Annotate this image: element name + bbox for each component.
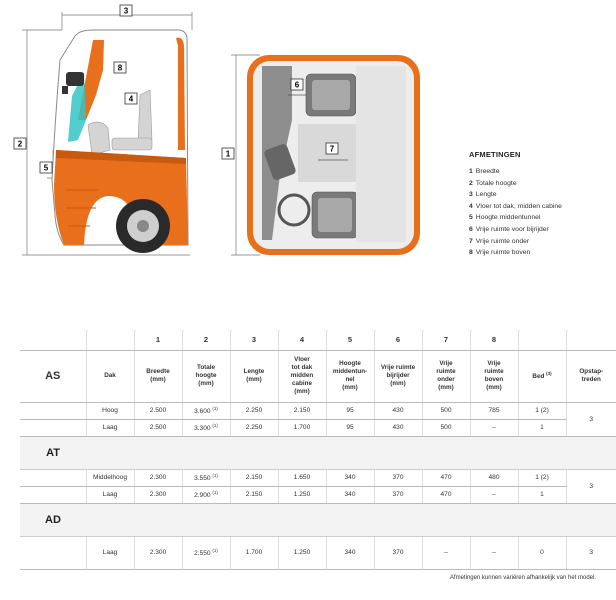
cell-tunnel-text: 340	[344, 491, 356, 498]
header-tunnel-text: Hoogte middentun- nel (mm)	[332, 360, 368, 391]
header-passenger	[374, 350, 422, 402]
footnote-marker: (1)	[212, 547, 218, 553]
legend-item-number: 6	[469, 225, 473, 233]
cell-under-text: 470	[440, 491, 452, 498]
legend-item-number: 5	[469, 214, 473, 222]
cell-height	[182, 402, 230, 419]
cell-floor	[278, 419, 326, 436]
header-steps	[566, 350, 616, 402]
cell-bed-text: 1 (2)	[535, 407, 549, 414]
header-passenger-text: Vrije ruimte bijrijder (mm)	[380, 364, 416, 387]
blank-cell	[20, 330, 86, 350]
cell-height-text: 3.550	[194, 475, 211, 483]
cell-passenger-text: 370	[392, 474, 404, 481]
column-number	[374, 330, 422, 350]
cell-under-text: –	[444, 549, 448, 556]
header-row	[20, 350, 616, 402]
cell-tunnel	[326, 402, 374, 419]
header-length-text: Lengte (mm)	[243, 368, 265, 383]
cell-above-text: –	[492, 491, 496, 498]
cell-under	[422, 536, 470, 569]
column-number	[278, 330, 326, 350]
cell-floor	[278, 486, 326, 503]
cell-floor-text: 2.150	[293, 407, 311, 414]
footnote-marker: (3)	[546, 371, 552, 377]
cell-tunnel	[326, 536, 374, 569]
cell-length-text: 2.150	[245, 474, 263, 481]
label-7	[326, 143, 338, 154]
legend-item-label: Vrije ruimte voor bijrijder	[475, 225, 549, 233]
cell-roof	[86, 419, 134, 436]
cell-width-text: 2.300	[149, 474, 167, 481]
cell-floor-text: 1.250	[293, 491, 311, 498]
cell-steps	[566, 536, 616, 569]
cell-above-text: 480	[488, 474, 500, 481]
cell-roof	[86, 402, 134, 419]
legend-item	[469, 166, 609, 178]
legend-item-number: 4	[469, 202, 473, 210]
cell-width	[134, 486, 182, 503]
cell-height	[182, 486, 230, 503]
cell-under	[422, 402, 470, 419]
label-4	[125, 93, 137, 104]
cell-steps	[566, 402, 616, 436]
cell-under	[422, 469, 470, 486]
label-2	[14, 138, 26, 149]
cell-under	[422, 419, 470, 436]
cell-steps-text: 3	[589, 415, 594, 423]
header-tunnel	[326, 350, 374, 402]
header-under-text: Vrije ruimte onder (mm)	[436, 360, 456, 391]
blank-cell	[20, 536, 86, 569]
legend-item	[469, 224, 609, 236]
cell-roof-text: Laag	[102, 549, 118, 556]
cell-width-text: 2.300	[149, 491, 167, 498]
footnote-marker: (1)	[212, 422, 218, 428]
cell-height	[182, 536, 230, 569]
cell-above	[470, 402, 518, 419]
column-number-text: 7	[443, 335, 449, 345]
header-under	[422, 350, 470, 402]
header-floor	[278, 350, 326, 402]
cell-tunnel-text: 340	[344, 549, 356, 556]
cell-length	[230, 486, 278, 503]
header-above-text: Vrije ruimte boven (mm)	[484, 360, 504, 391]
cell-length-text: 2.150	[245, 491, 263, 498]
cell-width-text: 2.300	[149, 549, 167, 556]
svg-text:7: 7	[329, 144, 335, 154]
cell-floor-text: 1.700	[293, 424, 311, 431]
svg-text:3: 3	[123, 6, 129, 16]
cell-height-text: 3.600	[194, 408, 211, 416]
cell-under-text: 500	[440, 424, 452, 431]
cell-floor-text: 1.650	[293, 474, 311, 481]
cell-steps-text: 3	[589, 549, 594, 556]
group-label	[20, 436, 86, 469]
cell-roof-text: Middelhoog	[92, 474, 128, 481]
svg-text:1: 1	[225, 149, 231, 159]
dimensions-legend	[469, 150, 609, 259]
cell-roof	[86, 536, 134, 569]
cell-height	[182, 469, 230, 486]
label-6	[291, 79, 303, 90]
cell-passenger-text: 430	[392, 407, 404, 414]
cell-length	[230, 419, 278, 436]
cell-width	[134, 402, 182, 419]
header-above	[470, 350, 518, 402]
legend-item	[469, 189, 609, 201]
cell-width-text: 2.500	[149, 407, 167, 414]
column-number-text: 8	[491, 335, 497, 345]
column-number-text: 3	[251, 335, 257, 345]
cell-tunnel	[326, 469, 374, 486]
cell-height-text: 2.900	[194, 492, 211, 500]
group-row	[20, 503, 616, 536]
header-roof-text: Dak	[104, 372, 116, 379]
footnote-marker: (1)	[212, 472, 218, 478]
column-number-row	[20, 330, 616, 350]
cell-width	[134, 536, 182, 569]
cell-under	[422, 486, 470, 503]
legend-item-label: Totale hoogte	[475, 179, 517, 187]
legend-item-number: 3	[469, 191, 473, 199]
group-row-fill	[86, 436, 616, 469]
legend-item-label: Lengte	[475, 191, 497, 199]
cell-steps	[566, 469, 616, 503]
label-8	[114, 62, 126, 73]
legend-list	[469, 166, 609, 259]
svg-text:5: 5	[43, 163, 49, 173]
header-bed	[518, 350, 566, 402]
cell-height-text: 2.550	[194, 550, 211, 558]
group-row-fill	[86, 503, 616, 536]
column-number	[134, 330, 182, 350]
label-1	[222, 148, 234, 159]
svg-text:4: 4	[128, 94, 134, 104]
cab-side-view	[14, 5, 192, 255]
cell-tunnel-text: 95	[346, 407, 354, 414]
legend-item-label: Hoogte middentunnel	[475, 214, 541, 222]
cell-under-text: 470	[440, 474, 452, 481]
cell-height	[182, 419, 230, 436]
cab-top-view	[222, 55, 420, 255]
header-height	[182, 350, 230, 402]
cell-passenger	[374, 419, 422, 436]
cell-bed	[518, 469, 566, 486]
header-width-text: Breedte (mm)	[146, 368, 170, 383]
cell-floor	[278, 536, 326, 569]
cell-bed	[518, 536, 566, 569]
column-number-text: 2	[203, 335, 209, 345]
cell-length	[230, 402, 278, 419]
legend-item	[469, 178, 609, 190]
column-number	[182, 330, 230, 350]
cell-steps-text: 3	[589, 482, 594, 490]
column-number-text: 6	[395, 335, 401, 345]
blank-cell	[20, 469, 86, 486]
cell-roof	[86, 469, 134, 486]
cell-roof-text: Laag	[102, 491, 118, 498]
cell-tunnel	[326, 486, 374, 503]
footnote-marker: (1)	[212, 489, 218, 495]
table-row	[20, 469, 616, 486]
cell-bed-text: 1	[540, 491, 544, 498]
legend-item-label: Vrije ruimte boven	[475, 249, 531, 257]
cell-length	[230, 469, 278, 486]
cell-passenger	[374, 469, 422, 486]
legend-item-label: Vrije ruimte onder	[475, 237, 530, 245]
blank-cell	[86, 330, 134, 350]
legend-item	[469, 247, 609, 259]
cell-bed	[518, 402, 566, 419]
cell-passenger	[374, 536, 422, 569]
cell-height-text: 3.300	[194, 425, 211, 433]
header-roof	[86, 350, 134, 402]
column-number-text: 4	[299, 335, 305, 345]
cell-above	[470, 419, 518, 436]
cell-roof-text: Laag	[102, 424, 118, 431]
cell-passenger	[374, 402, 422, 419]
cell-width	[134, 469, 182, 486]
header-width	[134, 350, 182, 402]
cell-length-text: 2.250	[245, 424, 263, 431]
cell-passenger-text: 430	[392, 424, 404, 431]
column-number	[230, 330, 278, 350]
header-length	[230, 350, 278, 402]
legend-title: AFMETINGEN	[469, 150, 521, 159]
cell-passenger-text: 370	[392, 491, 404, 498]
cell-bed	[518, 486, 566, 503]
dimensions-table	[20, 330, 616, 570]
column-number	[326, 330, 374, 350]
cell-bed-text: 1	[540, 424, 544, 431]
group-row	[20, 436, 616, 469]
legend-item-number: 1	[469, 168, 473, 175]
cell-under-text: 500	[440, 407, 452, 414]
blank-cell	[566, 330, 616, 350]
blank-cell	[20, 419, 86, 436]
cell-above	[470, 536, 518, 569]
legend-item-number: 7	[469, 237, 473, 245]
legend-item-number: 8	[469, 249, 473, 257]
cell-bed-text: 0	[540, 549, 544, 556]
label-3	[120, 5, 132, 16]
header-steps-text: Opstap- treden	[579, 368, 604, 383]
cell-bed	[518, 419, 566, 436]
table-row	[20, 486, 616, 503]
header-floor-text: Vloer tot dak midden cabine (mm)	[290, 356, 314, 395]
group-label-as	[20, 350, 86, 402]
column-number	[422, 330, 470, 350]
cell-roof-text: Hoog	[102, 407, 118, 414]
cell-above-text: 785	[488, 407, 500, 414]
header-bed-text: Bed	[532, 373, 545, 381]
cell-length-text: 2.250	[245, 407, 263, 414]
cell-floor	[278, 469, 326, 486]
table-row	[20, 536, 616, 569]
legend-item	[469, 201, 609, 213]
group-label-as-text: AS	[45, 370, 61, 382]
legend-item-label: Breedte	[475, 168, 500, 175]
cell-roof	[86, 486, 134, 503]
column-number-text: 5	[347, 335, 353, 345]
legend-item-number: 2	[469, 179, 473, 187]
header-height-text: Totale hoogte (mm)	[195, 364, 217, 387]
cell-above-text: –	[492, 549, 496, 556]
group-label-text: AD	[45, 513, 61, 526]
cell-width-text: 2.500	[149, 424, 167, 431]
footnote: Afmetingen kunnen variëren afhankelijk van het model.	[449, 575, 596, 581]
footnote-marker: (1)	[212, 405, 218, 411]
cell-tunnel-text: 340	[344, 474, 356, 481]
cell-width	[134, 419, 182, 436]
column-number	[470, 330, 518, 350]
cell-bed-text: 1 (2)	[535, 474, 549, 481]
blank-cell	[518, 330, 566, 350]
blank-cell	[20, 402, 86, 419]
group-label	[20, 503, 86, 536]
table-row	[20, 419, 616, 436]
table-row	[20, 402, 616, 419]
cell-above-text: –	[492, 424, 496, 431]
group-label-text: AT	[46, 446, 60, 459]
cell-length	[230, 536, 278, 569]
cell-passenger	[374, 486, 422, 503]
cell-above	[470, 486, 518, 503]
svg-text:6: 6	[294, 80, 300, 90]
column-number-text: 1	[155, 335, 161, 345]
legend-item-label: Vloer tot dak, midden cabine	[475, 202, 562, 210]
cell-length-text: 1.700	[245, 549, 263, 556]
svg-text:2: 2	[17, 139, 23, 149]
cell-above	[470, 469, 518, 486]
legend-item	[469, 236, 609, 248]
cell-passenger-text: 370	[392, 549, 404, 556]
svg-text:8: 8	[117, 63, 123, 73]
cell-floor	[278, 402, 326, 419]
legend-item	[469, 212, 609, 224]
blank-cell	[20, 486, 86, 503]
cell-floor-text: 1.250	[293, 549, 311, 556]
label-5	[40, 162, 52, 173]
cell-tunnel	[326, 419, 374, 436]
cell-tunnel-text: 95	[346, 424, 354, 431]
